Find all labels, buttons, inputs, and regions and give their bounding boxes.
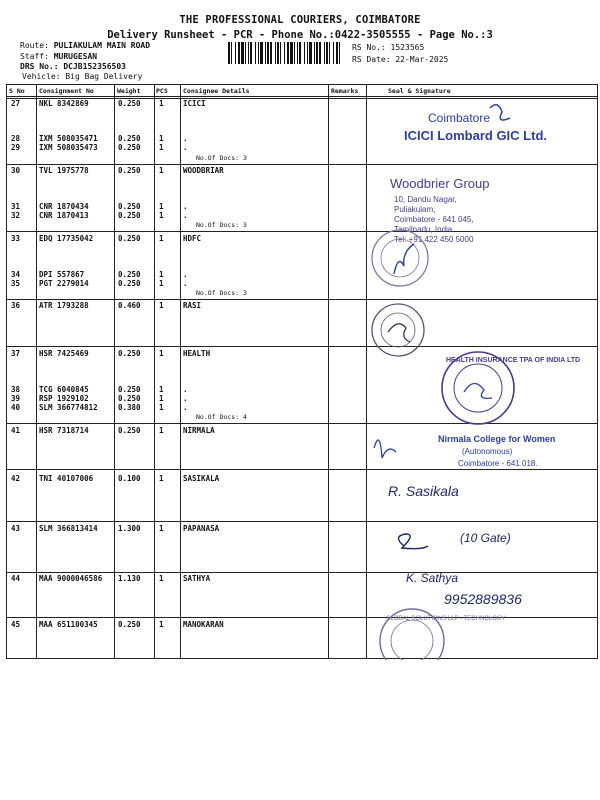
docs-count: No.Of Docs: 3 (196, 154, 247, 162)
runsheet-table: S No Consignment No Weight PCS Consignee Details Remarks Seal & Signature 27 NKL 8342869 0.250 1 ICICI 28 IXM 508035471 0.250 1 . 29 IXM 508035473 0.250 1 . No.Of Docs: 3 30 TVL 1975778 0.250 1 WOODBRIAR 31 CNR 1870434 0.250 1 . 32 CNR 1870413 0.250 1 . No.Of Docs: 3 33 EDQ 17735042 0.250 1 HDFC 34 DPI 557867 0.250 1 . 35 PGT 2279014 0.250 1 . No.Of Docs: 3 36 ATR 1793288 0.460 1 RASI 37 HSR 7425469 0.250 1 HEALTH 38 TCG 6040845 0.250 1 . 39 RSP 1929102 0.250 1 . 40 SLM 366774812 0.380 1 . No.Of Docs: 4 41 HSR 7318714 0.250 1 NIRMALA 42 TNI 40107006 0.100 1 SASIKALA 43 SLM 366813414 1.300 1 PAPANASA 44 MAA 9000046586 1.130 1 SATHYA 45 MAA 651100345 0.250 1 MANOKARAN (6, 84, 598, 659)
svg-text:Tamilnadu, India.: Tamilnadu, India. (394, 225, 455, 234)
svg-text:Puliakulam,: Puliakulam, (394, 205, 436, 214)
col-header-remarks: Remarks (331, 87, 359, 95)
health-insurance-seal (442, 352, 580, 424)
col-header-seal: Seal & Signature (388, 87, 451, 95)
col-header-sno: S No (9, 87, 25, 95)
docs-count: No.Of Docs: 3 (196, 289, 247, 297)
svg-text:Coimbatore - 641 045,: Coimbatore - 641 045, (394, 215, 474, 224)
rasi-round-seal (372, 304, 424, 356)
docs-count: No.Of Docs: 4 (196, 413, 247, 421)
col-header-consignee: Consignee Details (183, 87, 250, 95)
svg-text:ICICI Lombard GIC Ltd.: ICICI Lombard GIC Ltd. (404, 128, 547, 143)
col-header-pcs: PCS (156, 87, 168, 95)
route-line: Route: PULIAKULAM MAIN ROAD (20, 41, 151, 50)
seal-signature-layer (360, 96, 598, 660)
rs-no-line: RS No.: 1523565 (352, 43, 425, 52)
barcode-image (228, 42, 340, 64)
col-header-consignment: Consignment No (39, 87, 94, 95)
svg-text:Coimbatore: Coimbatore (428, 111, 491, 125)
docs-count: No.Of Docs: 3 (196, 221, 247, 229)
svg-text:HEALTH INSURANCE TPA OF INDIA: HEALTH INSURANCE TPA OF INDIA LTD (446, 357, 581, 364)
svg-text:(10 Gate): (10 Gate) (460, 531, 511, 545)
woodbrier-stamp (390, 176, 489, 244)
manokaran-round-seal (380, 609, 506, 660)
svg-text:Coimbatore - 641 018.: Coimbatore - 641 018. (458, 459, 538, 468)
svg-text:GLOBAL SOLUTIONS LLP - TECHNOL: GLOBAL SOLUTIONS LLP - TECHNOLOGY (386, 616, 506, 622)
svg-text:Tel: +91 422 450 5000: Tel: +91 422 450 5000 (394, 235, 474, 244)
sathya-signature (406, 571, 522, 607)
col-header-weight: Weight (117, 87, 141, 95)
vehicle-line: Vehicle: Big Bag Delivery (22, 72, 143, 81)
svg-text:10, Dandu Nagar,: 10, Dandu Nagar, (394, 195, 457, 204)
drs-line: DRS No.: DCJB152356503 (20, 62, 126, 71)
icici-stamp (404, 105, 547, 143)
nirmala-stamp (374, 434, 555, 468)
svg-text:Nirmala College for Women: Nirmala College for Women (438, 434, 556, 444)
papanasa-signature (398, 531, 510, 549)
sasikala-signature (388, 483, 459, 499)
staff-line: Staff: MURUGESAN (20, 52, 98, 61)
report-title: THE PROFESSIONAL COURIERS, COIMBATORE (179, 14, 421, 26)
svg-text:Woodbrier Group: Woodbrier Group (390, 176, 490, 191)
rs-date-line: RS Date: 22-Mar-2025 (352, 55, 449, 64)
svg-text:(Autonomous): (Autonomous) (462, 447, 513, 456)
svg-text:K. Sathya: K. Sathya (406, 571, 459, 585)
svg-text:9952889836: 9952889836 (444, 591, 522, 607)
svg-text:R. Sasikala: R. Sasikala (388, 483, 459, 499)
report-subtitle: Delivery Runsheet - PCR - Phone No.:0422-3505555 - Page No.:3 (107, 29, 493, 41)
